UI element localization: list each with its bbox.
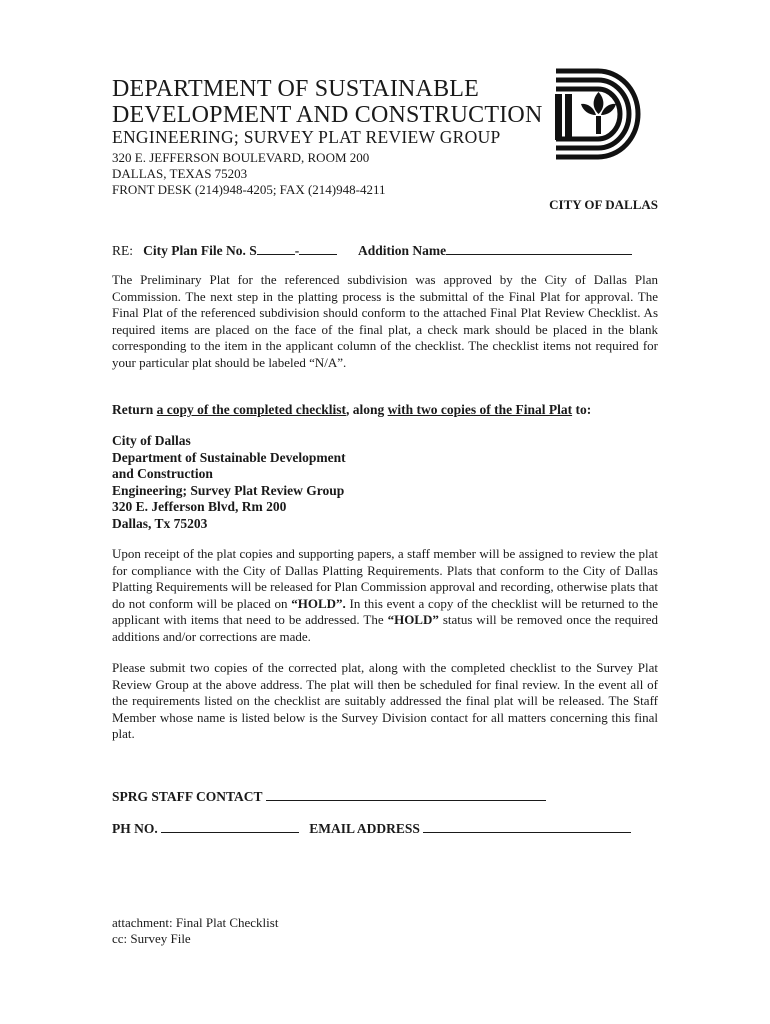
mailing-line-6: Dallas, Tx 75203 bbox=[112, 515, 208, 531]
return-plat-underlined: with two copies of the Final Plat bbox=[387, 402, 573, 417]
addition-name-blank[interactable] bbox=[446, 241, 632, 255]
phone-blank[interactable] bbox=[161, 819, 299, 833]
return-checklist-underlined: a copy of the completed checklist bbox=[156, 402, 346, 417]
department-title-line1: DEPARTMENT OF SUSTAINABLE bbox=[112, 76, 480, 102]
email-blank[interactable] bbox=[423, 819, 631, 833]
return-text-2: , along bbox=[345, 402, 388, 417]
mailing-line-4: Engineering; Survey Plat Review Group bbox=[112, 482, 345, 498]
phone-email-line bbox=[112, 819, 631, 837]
review-text-1: Upon receipt of the plat copies and supporting papers, a staff member will be assigned to review the plat for compliance with the City of Dallas Platting Requirements. Plats that conform to the City of Dallas Platting Requirements will be released for Plan Commission approval and recording, otherwise plats that do not conform will be placed on bbox=[112, 546, 658, 611]
file-number-label: City Plan File No. S bbox=[143, 243, 257, 258]
hold-emphasis-2: “HOLD” bbox=[387, 612, 439, 628]
department-title-line2: DEVELOPMENT AND CONSTRUCTION bbox=[112, 102, 543, 128]
mailing-line-5: 320 E. Jefferson Blvd, Rm 200 bbox=[112, 499, 287, 514]
office-address: 320 E. JEFFERSON BOULEVARD, ROOM 200 bbox=[112, 150, 370, 165]
cc-note: cc: Survey File bbox=[112, 931, 191, 946]
email-label: EMAIL ADDRESS bbox=[309, 821, 420, 836]
staff-contact-line bbox=[112, 787, 546, 805]
staff-contact-label: SPRG STAFF CONTACT bbox=[112, 789, 263, 804]
mailing-line-2: Department of Sustainable Development bbox=[112, 449, 346, 465]
review-paragraph bbox=[112, 546, 658, 646]
re-label: RE: bbox=[112, 243, 134, 258]
return-instruction bbox=[112, 402, 591, 418]
staff-contact-blank[interactable] bbox=[266, 787, 546, 801]
mailing-line-1: City of Dallas bbox=[112, 433, 191, 448]
attachment-note: attachment: Final Plat Checklist bbox=[112, 915, 279, 930]
office-city: DALLAS, TEXAS 75203 bbox=[112, 166, 248, 181]
file-number-blank-1[interactable] bbox=[257, 241, 295, 255]
office-phone-fax: FRONT DESK (214)948-4205; FAX (214)948-4211 bbox=[112, 182, 386, 197]
reference-line bbox=[112, 241, 632, 260]
file-number-dash: - bbox=[294, 243, 300, 258]
mailing-address bbox=[112, 433, 346, 532]
review-text-2: In this event a copy of the checklist will be returned to the applicant with items that need to be addressed. The bbox=[112, 595, 658, 628]
phone-label: PH NO. bbox=[112, 821, 158, 836]
city-of-dallas-logo-icon bbox=[552, 66, 644, 162]
addition-name-label: Addition Name bbox=[358, 243, 447, 258]
mailing-line-3: and Construction bbox=[112, 466, 213, 481]
return-text-3: to: bbox=[572, 402, 592, 417]
resubmit-paragraph: Please submit two copies of the corrected plat, along with the completed checklist to the Survey Plat Review Group at the above address. The plat will then be scheduled for final review. In the event all of the requirements listed on the checklist are suitably addressed the final plat will be released. The Staff Member whose name is listed below is the Survey Division contact for all matters concerning this final plat. bbox=[112, 660, 658, 742]
review-text-3: status will be removed once the required additions and/or corrections are made. bbox=[112, 612, 658, 644]
file-number-blank-2[interactable] bbox=[299, 241, 337, 255]
hold-emphasis-1: “HOLD”. bbox=[291, 595, 346, 611]
instructions-paragraph: The Preliminary Plat for the referenced subdivision was approved by the City of Dallas Plan Commission. The next step in the platting process is the submittal of the Final Plat for approval. The Final Plat of the referenced subdivision should conform to the attached Final Plat Review Checklist. As required items are placed on the face of the final plat, a check mark should be placed in the blank corresponding to the item in the applicant column of the checklist. The checklist items not required for your particular plat should be labeled “N/A”. bbox=[112, 272, 658, 370]
group-title: ENGINEERING; SURVEY PLAT REVIEW GROUP bbox=[112, 127, 501, 147]
return-text-1: Return bbox=[112, 402, 157, 417]
city-name: CITY OF DALLAS bbox=[549, 197, 658, 212]
